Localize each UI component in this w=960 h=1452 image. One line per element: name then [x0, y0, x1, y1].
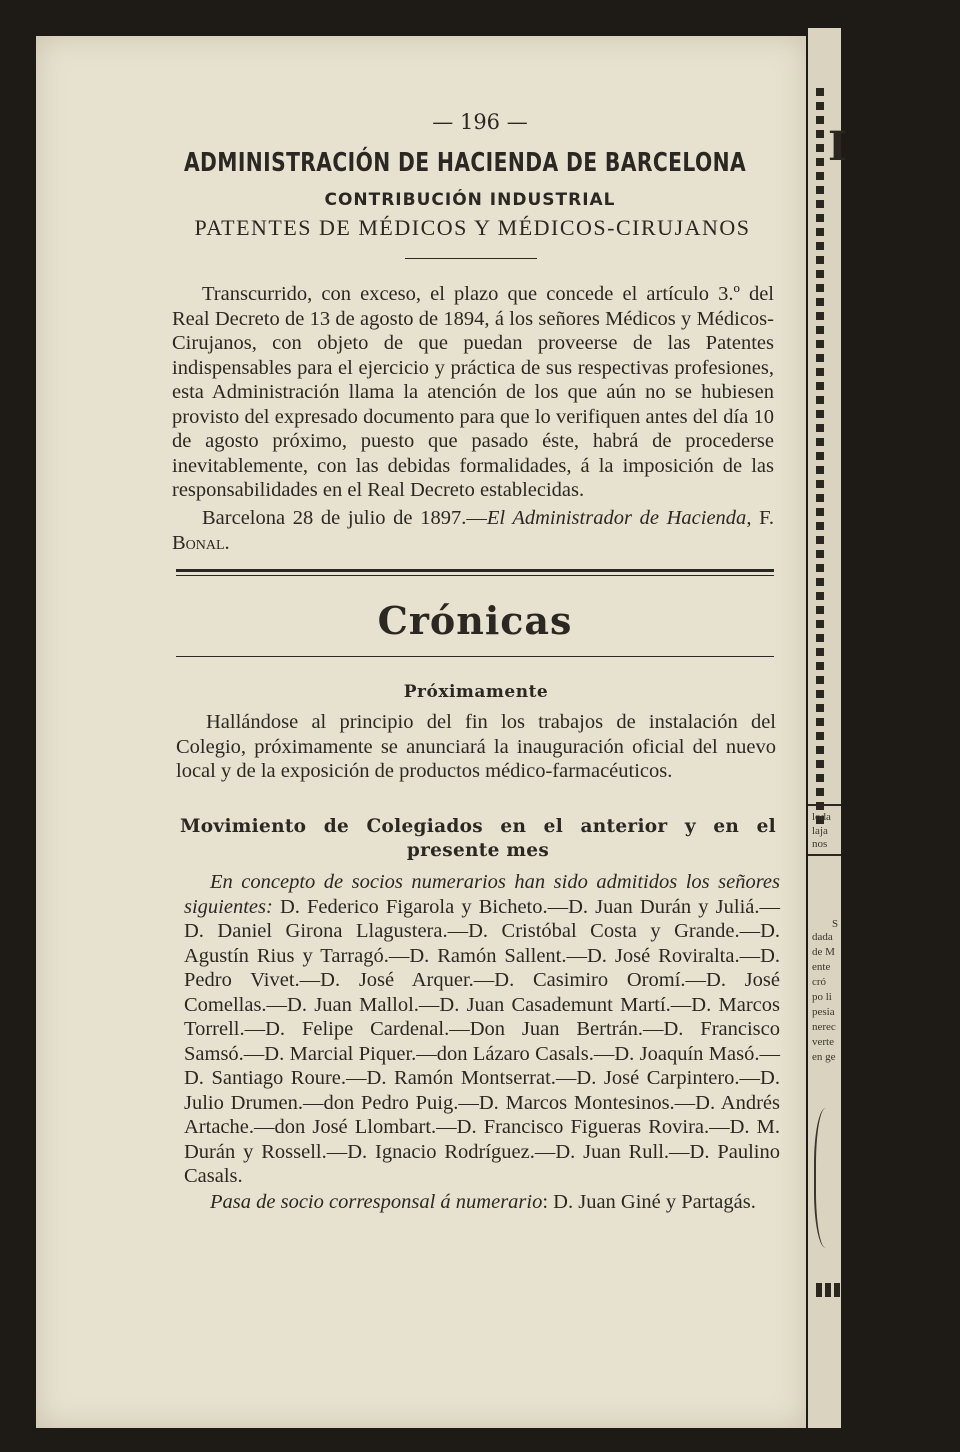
adjacent-fragment: dada: [812, 931, 833, 943]
adjacent-fragment: loda: [812, 811, 831, 823]
adjacent-fragment: nos: [812, 838, 828, 850]
signature-name: Bonal.: [172, 531, 230, 554]
movimiento-intro: En concepto de socios numerarios han sido admitidos los señores siguientes:: [184, 871, 780, 918]
adjacent-fragment: nerec: [812, 1021, 836, 1033]
notice-heading: ADMINISTRACIÓN DE HACIENDA DE BARCELONA: [183, 148, 747, 178]
proximamente-heading: Próximamente: [403, 682, 549, 702]
adjacent-fragment: po li: [812, 991, 832, 1003]
movimiento-heading-line1: Movimiento de Colegiados en el anterior y en el: [180, 816, 776, 837]
adjacent-fragment: cró: [812, 976, 827, 988]
movimiento-body: [184, 870, 780, 1189]
adjacent-fragment: en ge: [812, 1051, 836, 1063]
notice-subheading: CONTRIBUCIÓN INDUSTRIAL: [324, 190, 616, 210]
movimiento-list: D. Federico Figarola y Bicheto.—D. Juan Durán y Juliá.—D. Daniel Girona Llagustera.—D. Cristóbal Costa y Grande.—D. Agustín Rius y Tarragó.—D. Ramón Sallent.—D. José Roviralta.—D. Pedro Vivet.—D. José Arquer.—D. Casimiro Oromí.—D. José Comellas.—D. Juan Mallol.—D. Juan Casademunt Martí.—D. Marcos Torrell.—D. Felipe Cardenal.—Don Juan Bertrán.—D. Francisco Samsó.—D. Marcial Piquer.—don Lázaro Casals.—D. Joaquín Masó.—D. Santiago Roure.—D. Ramón Montserrat.—D. José Carpintero.—D. Julio Drumen.—don Pedro Puig.—D. Marcos Montesinos.—D. Andrés Artache.—don José Llombart.—D. Francisco Figueras Rovira.—D. M. Durán y Rossell.—D. Ignacio Rodríguez.—D. Juan Rull.—D. Paulino Casals.: [184, 895, 780, 1187]
adjacent-page-rule: [808, 854, 841, 856]
adjacent-fragment: S: [832, 918, 839, 930]
adjacent-fragment: laja: [812, 825, 828, 837]
cronicas-rule: [176, 656, 774, 657]
signature-role: El Administrador de Hacienda: [486, 507, 747, 529]
page-number: — 196 —: [432, 110, 528, 134]
proximamente-body: Hallándose al principio del fin los trabajos de instalación del Colegio, próximamente se anunciará la inauguración oficial del nuevo local y de la exposición de productos médico-farmacéuticos.: [176, 711, 776, 782]
notice-title: PATENTES DE MÉDICOS Y MÉDICOS-CIRUJANOS: [194, 215, 751, 240]
signature-place-date: Barcelona 28 de julio de 1897.—: [202, 507, 487, 529]
adjacent-fragment: verte: [812, 1036, 834, 1048]
movimiento-heading: [180, 815, 776, 863]
cronicas-heading: Crónicas: [377, 598, 573, 643]
short-divider: [405, 258, 537, 259]
adjacent-fragment: de M: [812, 946, 835, 958]
corresponsal-intro: Pasa de socio corresponsal á numerario: [210, 1191, 543, 1213]
movimiento-heading-line2: presente mes: [406, 840, 550, 861]
adjacent-fragment: ente: [812, 961, 831, 973]
adjacent-ornament: [814, 1108, 843, 1248]
notice-body: Transcurrido, con exceso, el plazo que concede el artículo 3.º del Real Decreto de 13 de agosto de 1894, á los señores Médicos y Médicos-Cirujanos, con objeto de que puedan proveerse de las Patentes indispensables para el ejercicio y práctica de sus respectivas profesiones, esta Administración llama la atención de los que aún no se hubiesen provisto del expresado documento para que lo verifiquen antes del día 10 de agosto próximo, puesto que pasado éste, habrá de procederse inevitablemente, con las debidas formalidades, á la imposición de las responsabilidades en el Real Decreto establecidas.: [172, 283, 774, 501]
adjacent-page-rule: [808, 804, 841, 806]
adjacent-fragment: pesia: [812, 1006, 835, 1018]
signature-name-prefix: , F.: [746, 507, 774, 529]
adjacent-page-border: [816, 1283, 841, 1297]
adjacent-page-letter: I: [828, 123, 847, 170]
notice-signature: [172, 506, 774, 555]
section-divider: [176, 569, 774, 572]
section-divider: [176, 575, 774, 576]
corresponsal-body: [184, 1190, 780, 1215]
corresponsal-name: : D. Juan Giné y Partagás.: [542, 1191, 756, 1213]
